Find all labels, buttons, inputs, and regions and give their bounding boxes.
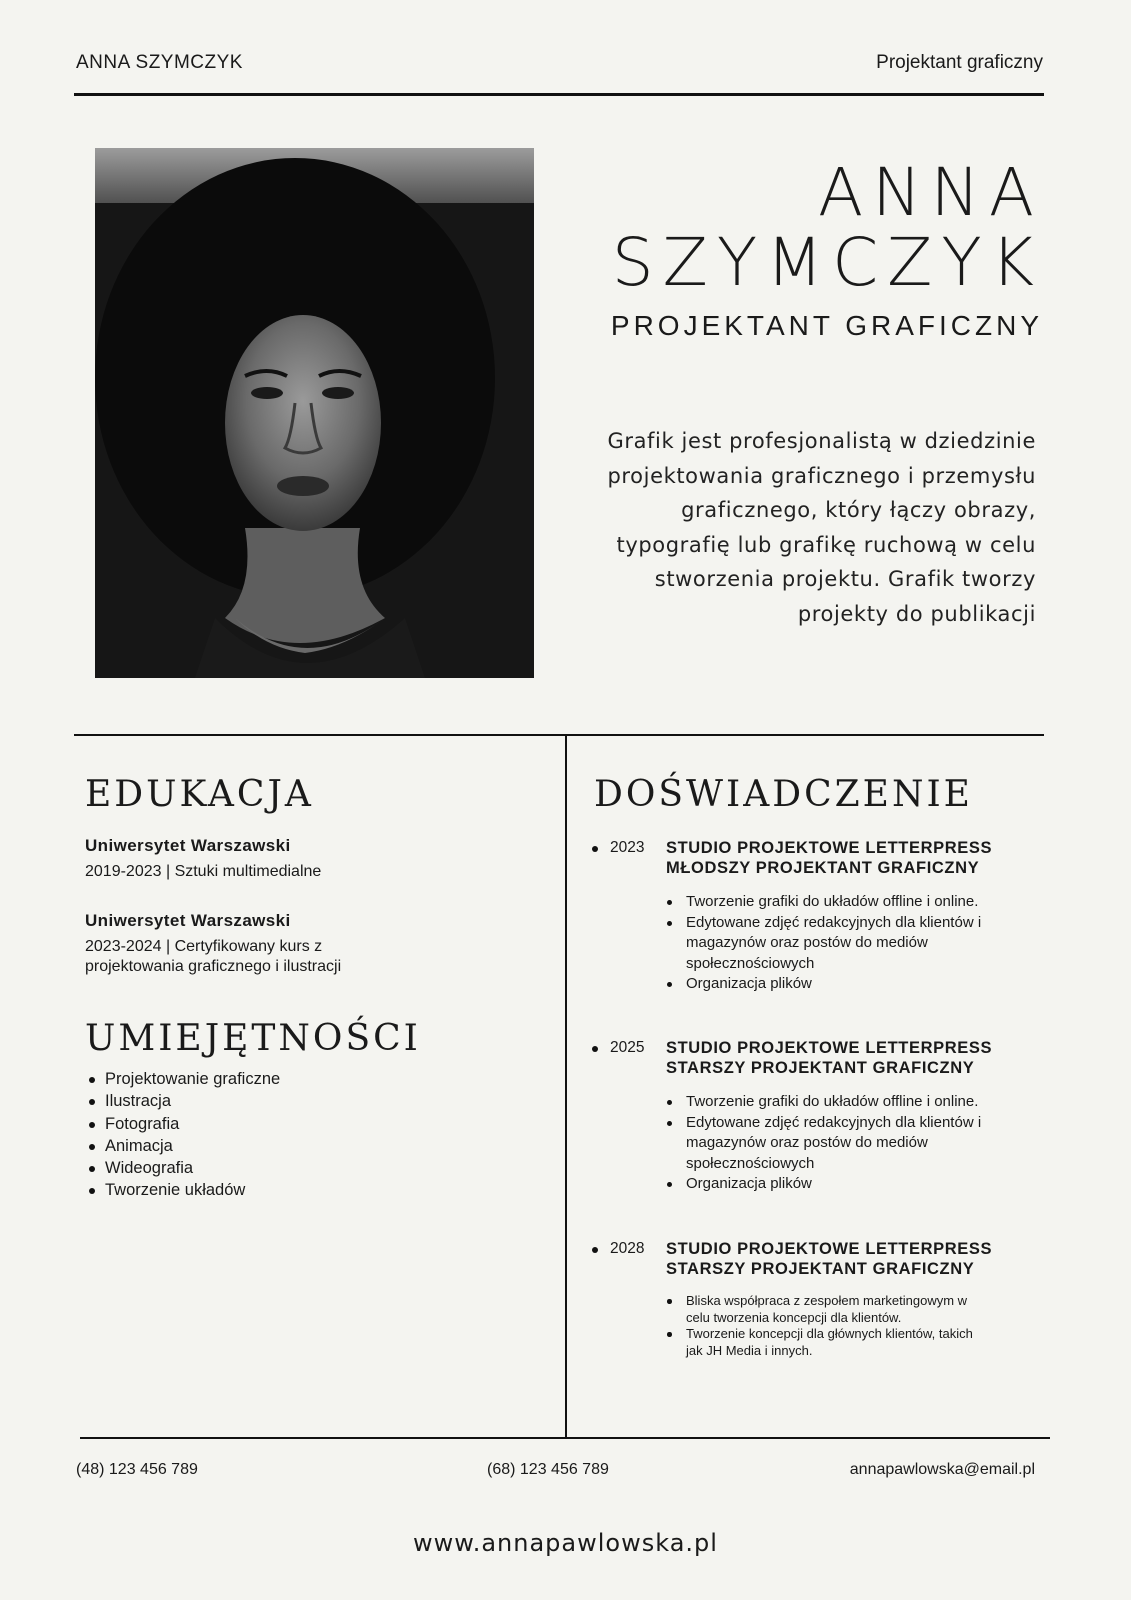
experience-bullet (686, 1326, 1030, 1359)
bullet-line: jak JH Media i innych. (686, 1342, 813, 1358)
education-detail-line: projektowania graficznego i ilustracji (85, 958, 342, 975)
bio-line: Grafik jest profesjonalistą w dziedzinie (607, 429, 1036, 453)
education-item (85, 911, 485, 977)
education-detail-line: 2023-2024 | Certyfikowany kurs z (85, 938, 323, 955)
education-school: Uniwersytet Warszawski (85, 836, 291, 855)
column-divider (565, 734, 567, 1438)
portrait-illustration (95, 148, 534, 678)
bio-line: typografię lub grafikę ruchową w celu (616, 532, 1036, 557)
experience-position: STARSZY PROJEKTANT GRAFICZNY (666, 1059, 975, 1077)
skill-item: Tworzenie układów (85, 1179, 280, 1201)
bullet-line: społecznościowych (686, 954, 815, 972)
experience-year: 2028 (610, 1240, 645, 1257)
education-detail (85, 937, 485, 977)
section-divider (74, 734, 1044, 736)
bullet-line: Tworzenie grafiki do układów offline i online. (686, 893, 979, 910)
experience-bullets (590, 892, 1030, 995)
experience-item (590, 838, 1030, 995)
experience-company: STUDIO PROJEKTOWE LETTERPRESS (666, 1039, 993, 1057)
experience-bullets (590, 1293, 1030, 1359)
bullet-line: magazynów oraz postów do mediów (686, 934, 928, 951)
experience-company: STUDIO PROJEKTOWE LETTERPRESS (666, 839, 993, 857)
experience-bullets (590, 1092, 1030, 1195)
bio-line: graficznego, który łączy obrazy, (681, 498, 1036, 522)
experience-item (590, 1239, 1030, 1359)
bullet-line: Organizacja plików (686, 1175, 812, 1192)
bullet-dot (592, 846, 598, 852)
education-detail (85, 862, 485, 882)
skills-title: UMIEJĘTNOŚCI (85, 1018, 421, 1059)
bio-line: projekty do publikacji (797, 601, 1036, 626)
footer-phone-1: (48) 123 456 789 (76, 1461, 198, 1478)
experience-header (590, 1239, 1030, 1279)
experience-company: STUDIO PROJEKTOWE LETTERPRESS (666, 1240, 993, 1258)
footer-website: www.annapawlowska.pl (413, 1529, 718, 1557)
education-school: Uniwersytet Warszawski (85, 911, 291, 930)
footer-email: annapawlowska@email.pl (849, 1461, 1035, 1478)
bullet-line: celu tworzenia koncepcji dla klientów. (686, 1309, 902, 1325)
experience-position: STARSZY PROJEKTANT GRAFICZNY (666, 1260, 975, 1278)
experience-year: 2023 (610, 839, 645, 856)
hero-bio (576, 424, 1036, 631)
bullet-dot (592, 1046, 598, 1052)
education-detail-line: 2019-2023 | Sztuki multimedialne (85, 863, 322, 880)
experience-position: MŁODSZY PROJEKTANT GRAFICZNY (666, 859, 980, 877)
header-divider (74, 93, 1044, 96)
footer-divider (80, 1437, 1050, 1439)
experience-year: 2025 (610, 1039, 645, 1056)
hero-role: PROJEKTANT GRAFICZNY (610, 310, 1043, 341)
experience-header (590, 838, 1030, 878)
skill-item: Fotografia (85, 1113, 280, 1135)
experience-bullet (686, 1293, 1030, 1326)
experience-bullet (686, 1092, 1030, 1113)
header-role: Projektant graficzny (876, 52, 1043, 73)
experience-title: DOŚWIADCZENIE (594, 774, 973, 815)
hero-name (611, 154, 1043, 301)
bullet-line: Organizacja plików (686, 975, 812, 992)
experience-bullet (686, 974, 1030, 995)
hero-last-name: SZYMCZYK (611, 224, 1043, 301)
bullet-line: Edytowane zdjęć redakcyjnych dla klientów i (686, 913, 982, 931)
bullet-line: Tworzenie grafiki do układów offline i online. (686, 1093, 979, 1110)
bullet-line: Edytowane zdjęć redakcyjnych dla klientów i (686, 1113, 982, 1131)
experience-header (590, 1038, 1030, 1078)
bullet-line: magazynów oraz postów do mediów (686, 1134, 928, 1151)
experience-bullet (686, 1113, 1030, 1175)
education-title: EDUKACJA (85, 774, 314, 815)
skill-item: Projektowanie graficzne (85, 1068, 280, 1090)
skills-list (85, 1068, 280, 1202)
bullet-line: społecznościowych (686, 1154, 815, 1172)
experience-bullet (686, 892, 1030, 913)
experience-bullet (686, 1174, 1030, 1195)
skill-item: Animacja (85, 1135, 280, 1157)
skill-item: Wideografia (85, 1157, 280, 1179)
bio-line: projektowania graficznego i przemysłu (607, 463, 1036, 488)
skill-item: Ilustracja (85, 1090, 280, 1112)
portrait-photo (95, 148, 534, 678)
experience-item (590, 1038, 1030, 1195)
experience-bullet (686, 913, 1030, 975)
bullet-line: Bliska współpraca z zespołem marketingowym w (686, 1293, 968, 1308)
footer-phone-2: (68) 123 456 789 (487, 1461, 609, 1478)
education-item (85, 836, 485, 882)
bio-line: stworzenia projektu. Grafik tworzy (654, 567, 1036, 591)
hero-first-name: ANNA (817, 154, 1043, 231)
bullet-line: Tworzenie koncepcji dla głównych klientów, takich (686, 1326, 973, 1341)
bullet-dot (592, 1247, 598, 1253)
header-name: ANNA SZYMCZYK (76, 52, 243, 73)
